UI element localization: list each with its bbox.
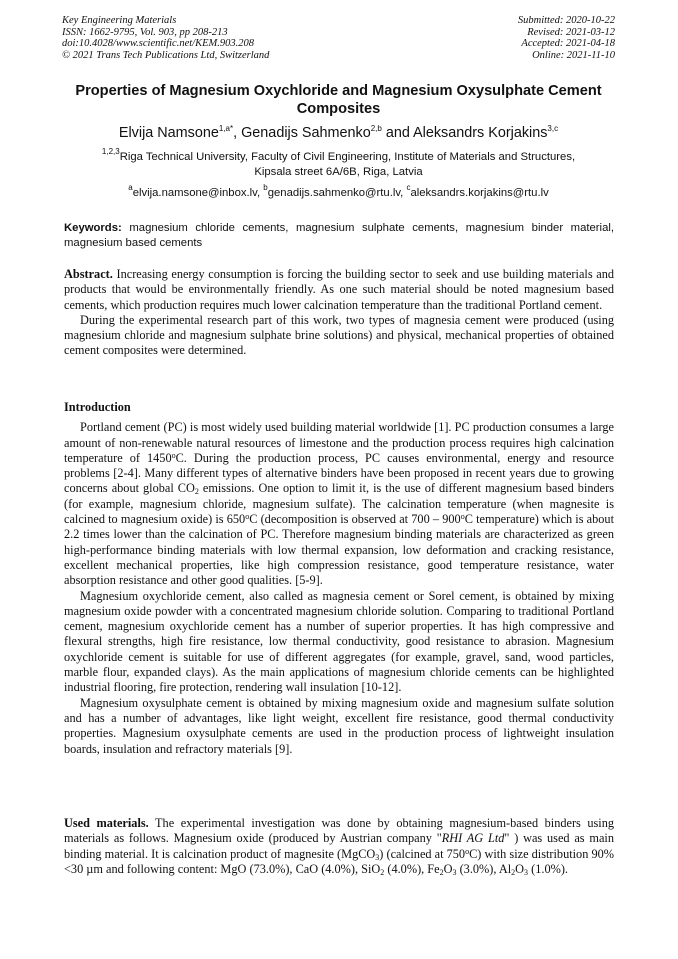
author-affil-mark: 2,b xyxy=(370,124,382,133)
abstract-section xyxy=(64,267,614,359)
submission-dates xyxy=(518,15,615,61)
keywords xyxy=(64,221,614,250)
email-link[interactable]: aleksandrs.korjakins@rtu.lv xyxy=(410,187,549,199)
intro-paragraph: Magnesium oxysulphate cement is obtained by mixing magnesium oxide and magnesium sulfate solution and has a number of advantages, like light weight, excellent fire resistance, good thermal conductivity properties. Magnesium oxysulphate cements are used in the production process of lightweight insulation boards, insulation and refractory materials [9]. xyxy=(64,695,614,756)
abstract-label: Abstract. xyxy=(64,267,113,281)
keywords-label: Keywords: xyxy=(64,222,122,234)
author-list xyxy=(62,124,615,142)
author-separator: , xyxy=(233,125,242,141)
section-heading: Introduction xyxy=(64,400,131,414)
accepted-date: Accepted: 2021-04-18 xyxy=(521,38,615,49)
keywords-text: magnesium chloride cements, magnesium sulphate cements, magnesium binder material, magnesium based cements xyxy=(64,222,615,249)
author-name: Genadijs Sahmenko xyxy=(241,125,371,141)
affiliation-line: $^{1,2,3}$Riga Technical University, Faculty of Civil Engineering, Institute of Materials and Structures, xyxy=(101,147,576,163)
abstract-paragraph: Abstract. Increasing energy consumption is forcing the building sector to seek and use building materials and products that would be environmentally friendly. As one such material should be noted magnesium based cements, which production requires much lower calcination temperature than the traditional Portland cement. xyxy=(64,267,615,312)
submitted-date: Submitted: 2020-10-22 xyxy=(517,15,615,26)
journal-info xyxy=(62,15,269,61)
author-affil-mark: 3,c xyxy=(547,124,559,133)
intro-paragraph: Portland cement (PC) is most widely used building material worldwide [1]. PC production consumes a large amount of non-renewable natural resources of limestone and the production process requires high calcination temperature of 1450$^o$C. During the production process, PC causes environmental, energy and resource problems [2-4]. Many different types of alternative binders have been proposed in recent years due to growing concerns about global $CO_2$ emissions. One option to limit it, is the use of different magnesium based binders (for example, magnesium chloride, magnesium sulfate). The calcination temperature (when magnesite is calcined to magnesium oxide) is 650$^o$C (decomposition is observed at 700 – 900$^o$C temperature) which is about 2.2 times lower than the calcination of PC. Therefore magnesium binding materials are characterized as green high-performance binding materials with low thermal expansion, low deformation and cracking resistance, excellent mechanical properties, like high compression resistance, good temperature resistance, water absorption resistance and other good qualities. [5-9]. xyxy=(64,420,615,588)
author-emails: $^a$elvija.namsone@inbox.lv, $^b$genadijs.sahmenko@rtu.lv, $^c$aleksandrs.korjakins@rtu.lv xyxy=(128,183,549,199)
journal-name: Key Engineering Materials xyxy=(62,15,177,26)
affiliation-mark: 1,2,3 xyxy=(101,147,120,156)
materials-paragraph: Used materials. The experimental investigation was done by obtaining magnesium-based binders using materials as follows. Magnesium oxide (produced by Austrian company "RHI AG Ltd" ) was used as main binding material. It is calcination product of magnesite (MgCO$_3$) (calcined at 750$^o$C) with size distribution 90%<30 µm and following content: MgO (73.0%), CaO (4.0%), SiO$_2$ (4.0%), $Fe_2O_3$ (3.0%), $Al_2O_3$ (1.0%). xyxy=(64,816,615,877)
paper-title: Properties of Magnesium Oxychloride and Magnesium Oxysulphate Cement Composites xyxy=(75,83,602,117)
abstract-paragraph: During the experimental research part of this work, two types of magnesia cement were produced (using magnesium chloride and magnesium sulphate brine solutions) and physical, mechanical properties of obtained cement composites were determined. xyxy=(64,312,614,358)
affiliation-address: Kipsala street 6A/6B, Riga, Latvia xyxy=(254,166,423,178)
journal-copyright: © 2021 Trans Tech Publications Ltd, Switzerland xyxy=(62,49,270,61)
introduction-section xyxy=(64,400,614,757)
email-link[interactable]: elvija.namsone@inbox.lv xyxy=(132,187,257,199)
intro-paragraph: Magnesium oxychloride cement, also called as magnesia cement or Sorel cement, is obtained by mixing magnesium oxide powder with a concentrated magnesium chloride solution. Comparing to traditional Portland cement, magnesium oxychloride cement has a number of superior properties. It has high compressive and flexural strengths, high fire resistance, low thermal conductivity, good resistance to abrasion. Magnesium oxychloride cement is suitable for use of different aggregates (for example, gravel, sand, wood particles, marble flour, expanded clays). As the main applications of magnesium chloride cements can be highlighted industrial flooring, fire protection, rendering wall insulation [10-12]. xyxy=(64,588,614,695)
journal-doi: doi:10.4028/www.scientific.net/KEM.903.208 xyxy=(62,38,254,49)
email-link[interactable]: genadijs.sahmenko@rtu.lv xyxy=(267,187,401,199)
materials-label: Used materials. xyxy=(64,816,149,830)
used-materials-section xyxy=(64,816,614,877)
journal-issn: ISSN: 1662-9795, Vol. 903, pp 208-213 xyxy=(62,26,228,38)
author-affil-mark: 1,a* xyxy=(218,124,234,133)
author-separator: and xyxy=(381,125,414,141)
online-date: Online: 2021-11-10 xyxy=(532,49,615,61)
revised-date: Revised: 2021-03-12 xyxy=(527,26,615,38)
author-name: Elvija Namsone xyxy=(118,125,219,141)
affiliation xyxy=(62,147,615,180)
author-name: Aleksandrs Korjakins xyxy=(413,125,548,141)
